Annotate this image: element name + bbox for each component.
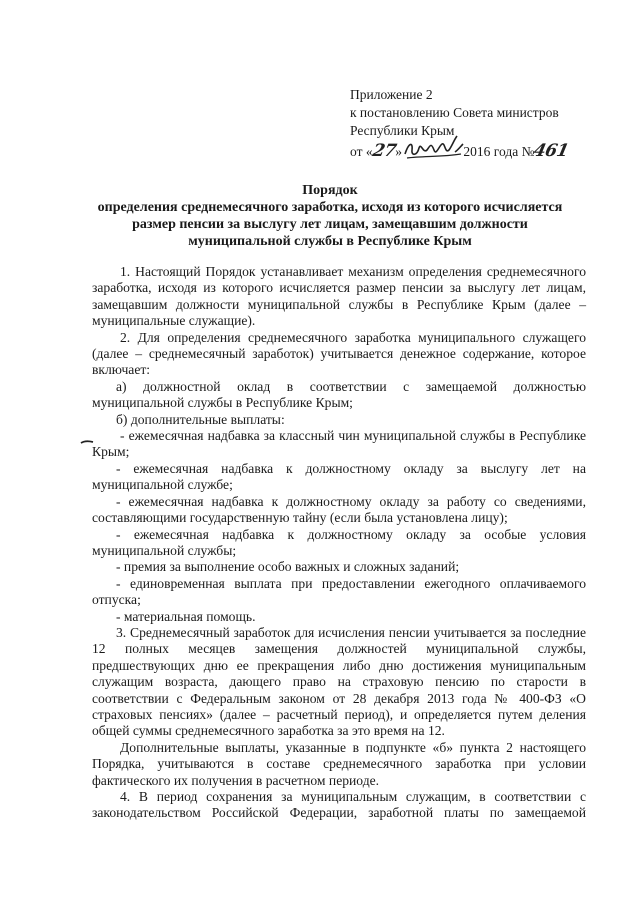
paragraph-14: 4. В период сохранения за муниципальным служащим, в соответствии с законодательством Российской Федерации, заработной платы по замещаемой [92,789,586,821]
paragraph-13: Дополнительные выплаты, указанные в подпункте «б» пункта 2 настоящего Порядка, учитываются в составе среднемесячного заработка при условии фактического их получения в расчетном периоде. [92,739,586,788]
document-body [92,264,586,822]
date-suffix: 2016 года № [463,144,535,159]
paragraph-11: - материальная помощь. [116,608,256,624]
paragraph-2: 2. Для определения среднемесячного заработка муниципального служащего (далее – среднемесячный заработок) учитывается денежное содержание, которое включает: [92,329,586,378]
title-line-1: Порядок [302,183,358,198]
date-prefix: от « [350,144,373,159]
paragraph-9: - премия за выполнение особо важных и сложных заданий; [116,559,460,575]
paragraph-3: а) должностной оклад в соответствии с замещаемой должностью муниципальной службы в Республике Крым; [92,378,586,411]
paragraph-6: - ежемесячная надбавка к должностному окладу за выслугу лет на муниципальной службе; [92,460,586,493]
paragraph-4: б) дополнительные выплаты: [116,411,285,427]
handwritten-day: 27 [370,141,398,161]
title-line-3: размер пенсии за выслугу лет лицам, замещавшим должности [132,217,528,232]
paragraph-8: - ежемесячная надбавка к должностному окладу за особые условия муниципальной службы; [92,526,586,558]
paragraph-12: 3. Среднемесячный заработок для исчисления пенсии учитывается за последние 12 полных месяцев замещения должностей муниципальной службы, предшествующих дню ее прекращения либо дню достижения муниципальным служащим возраста, дающего право на страховую пенсию по старости в соответствии с Федеральным законом от 28 декабря 2013 года № 400-ФЗ «О страховых пенсиях» (далее – расчетный период), и определяется путем деления общей суммы среднемесячного заработка за это время на 12. [92,624,586,739]
appendix-resolution-line: к постановлению Совета министров [350,105,559,120]
appendix-republic-line: Республики Крым [350,123,455,138]
appendix-date-line [350,140,630,161]
paragraph-7: - ежемесячная надбавка к должностному окладу за работу со сведениями, составляющими государственную тайну (если была установлена лицу); [92,493,586,526]
handwritten-month-scribble-icon [403,132,465,162]
date-mid: » [395,144,406,159]
handwritten-month [405,140,463,160]
title-line-4: муниципальной службы в Республике Крым [188,234,472,249]
handwritten-number: 461 [532,141,571,161]
document-title [60,182,600,250]
title-line-2: определения среднемесячного заработка, исходя из которого исчисляется [97,200,563,215]
paragraph-1: 1. Настоящий Порядок устанавливает механизм определения среднемесячного заработка, исходя из которого исчисляется размер пенсии за выслугу лет лицам, замещавшим должности муниципальной службы в Республике Крым (далее – муниципальные служащие). [92,264,586,329]
paragraph-5: - ежемесячная надбавка за классный чин муниципальной службы в Республике Крым; [92,428,586,460]
appendix-header [350,86,630,161]
appendix-title: Приложение 2 [350,87,433,102]
paragraph-10: - единовременная выплата при предоставлении ежегодного оплачиваемого отпуска; [92,575,586,608]
